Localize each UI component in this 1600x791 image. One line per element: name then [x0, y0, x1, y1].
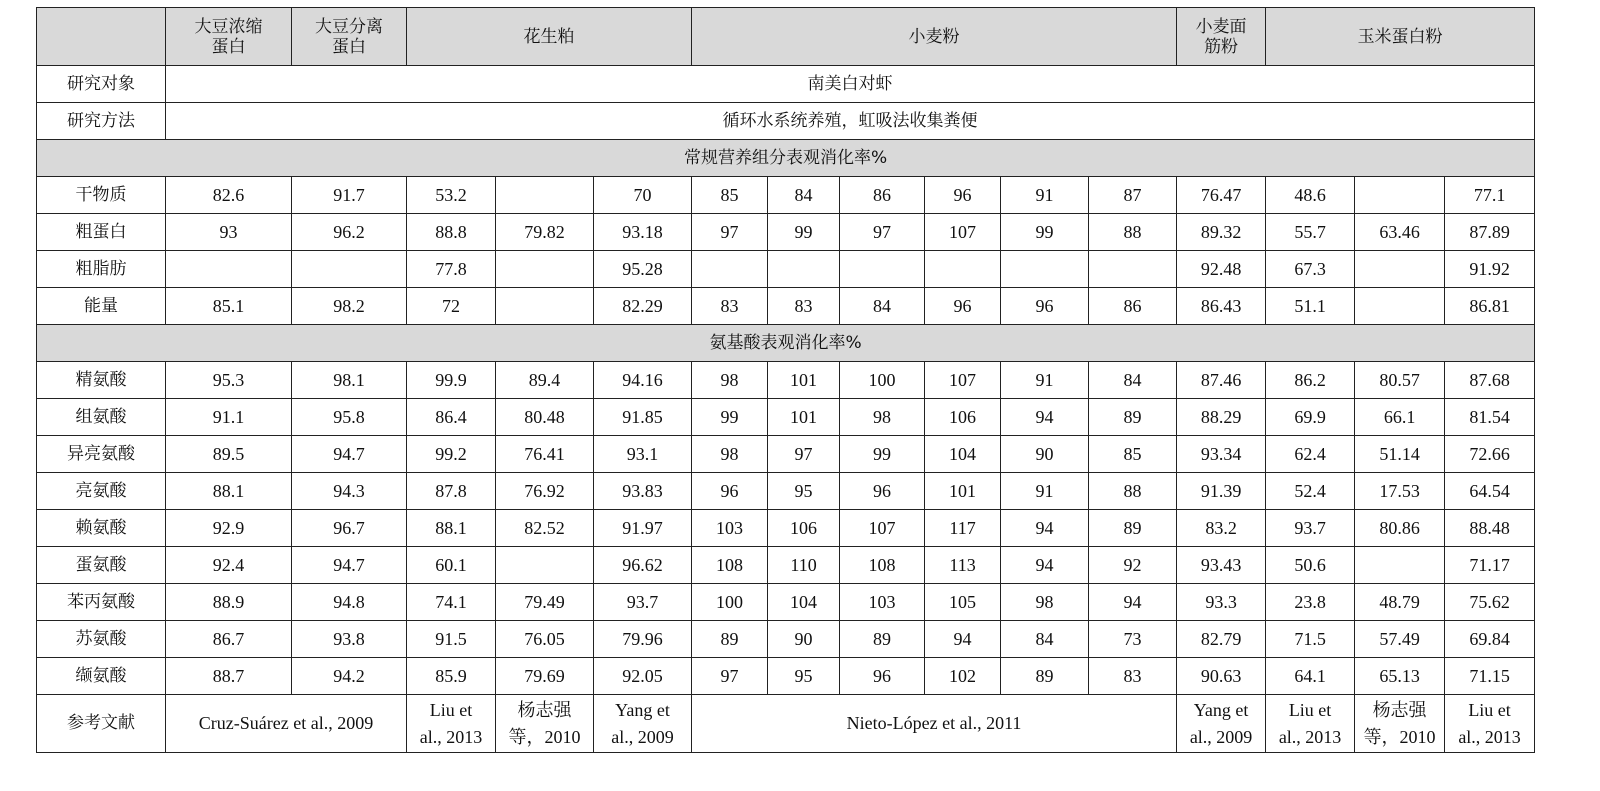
value-cell: 94 [925, 621, 1001, 658]
row-label: 研究方法 [37, 103, 166, 140]
value-cell [840, 251, 925, 288]
reference-line: 杨志强 [517, 699, 572, 720]
value-cell [768, 251, 840, 288]
value-cell: 93.34 [1177, 436, 1266, 473]
references-row [37, 695, 1535, 753]
value-cell: 101 [768, 362, 840, 399]
value-cell: 107 [925, 214, 1001, 251]
value-cell: 98.1 [292, 362, 407, 399]
value-cell: 88.9 [166, 584, 292, 621]
header-soy-protein-isolate [292, 8, 407, 66]
value-cell: 99.2 [407, 436, 496, 473]
value-cell: 92 [1089, 547, 1177, 584]
value-cell: 97 [840, 214, 925, 251]
value-cell [292, 251, 407, 288]
value-cell: 99 [768, 214, 840, 251]
value-cell: 71.5 [1266, 621, 1355, 658]
value-cell: 93.7 [1266, 510, 1355, 547]
header-line: 小麦粉 [908, 26, 960, 47]
value-cell [1089, 251, 1177, 288]
value-cell: 64.54 [1445, 473, 1535, 510]
reference-cell [594, 695, 692, 753]
row-label: 亮氨酸 [37, 473, 166, 510]
value-cell: 93.7 [594, 584, 692, 621]
table-row [37, 510, 1535, 547]
value-cell: 98.2 [292, 288, 407, 325]
value-cell: 95.8 [292, 399, 407, 436]
value-cell: 95.28 [594, 251, 692, 288]
value-cell: 60.1 [407, 547, 496, 584]
value-cell: 62.4 [1266, 436, 1355, 473]
value-cell: 99.9 [407, 362, 496, 399]
value-cell: 77.1 [1445, 177, 1535, 214]
value-cell: 93.18 [594, 214, 692, 251]
value-cell: 92.4 [166, 547, 292, 584]
value-cell: 87.89 [1445, 214, 1535, 251]
row-label: 能量 [37, 288, 166, 325]
value-cell: 52.4 [1266, 473, 1355, 510]
value-cell [166, 251, 292, 288]
value-cell: 104 [925, 436, 1001, 473]
value-cell: 87.8 [407, 473, 496, 510]
value-cell: 91.85 [594, 399, 692, 436]
table-row [37, 288, 1535, 325]
value-cell: 89 [1089, 399, 1177, 436]
header-line: 筋粉 [1204, 36, 1239, 57]
reference-line: Nieto-López et al., 2011 [846, 713, 1022, 733]
value-cell: 87.46 [1177, 362, 1266, 399]
reference-cell [1177, 695, 1266, 753]
table-row [37, 177, 1535, 214]
header-line: 大豆浓缩 [194, 16, 263, 37]
table-row [37, 251, 1535, 288]
value-cell: 94 [1001, 547, 1089, 584]
value-cell: 70 [594, 177, 692, 214]
value-cell: 96.7 [292, 510, 407, 547]
value-cell: 72.66 [1445, 436, 1535, 473]
value-cell: 90 [768, 621, 840, 658]
value-cell: 100 [692, 584, 768, 621]
value-cell: 94.8 [292, 584, 407, 621]
value-cell: 95.3 [166, 362, 292, 399]
value-cell: 83 [768, 288, 840, 325]
value-cell: 117 [925, 510, 1001, 547]
reference-cell [1445, 695, 1535, 753]
reference-line: al., 2013 [1458, 726, 1521, 747]
value-cell: 86 [1089, 288, 1177, 325]
value-cell [496, 547, 594, 584]
reference-line: al., 2009 [611, 726, 674, 747]
value-cell: 93.83 [594, 473, 692, 510]
value-cell: 94 [1089, 584, 1177, 621]
value-cell: 94.7 [292, 547, 407, 584]
value-cell: 99 [840, 436, 925, 473]
value-cell: 79.82 [496, 214, 594, 251]
value-cell: 71.15 [1445, 658, 1535, 695]
value-cell: 48.6 [1266, 177, 1355, 214]
value-cell: 85 [692, 177, 768, 214]
value-cell: 88.1 [166, 473, 292, 510]
value-cell: 91 [1001, 362, 1089, 399]
value-cell: 80.86 [1355, 510, 1445, 547]
value-cell: 94.2 [292, 658, 407, 695]
subject-value: 南美白对虾 [166, 66, 1535, 103]
value-cell: 88 [1089, 473, 1177, 510]
value-cell: 80.57 [1355, 362, 1445, 399]
reference-cell [692, 695, 1177, 753]
value-cell [1355, 288, 1445, 325]
value-cell: 79.96 [594, 621, 692, 658]
value-cell: 91.92 [1445, 251, 1535, 288]
value-cell: 91.1 [166, 399, 292, 436]
row-label: 粗蛋白 [37, 214, 166, 251]
value-cell: 77.8 [407, 251, 496, 288]
value-cell: 86.7 [166, 621, 292, 658]
reference-cell [496, 695, 594, 753]
value-cell: 81.54 [1445, 399, 1535, 436]
value-cell: 79.49 [496, 584, 594, 621]
value-cell: 89.4 [496, 362, 594, 399]
reference-line: Liu et [1288, 699, 1332, 720]
value-cell: 88.1 [407, 510, 496, 547]
reference-cell [407, 695, 496, 753]
value-cell: 88.7 [166, 658, 292, 695]
value-cell: 101 [925, 473, 1001, 510]
value-cell: 69.9 [1266, 399, 1355, 436]
value-cell: 96.2 [292, 214, 407, 251]
header-wheat-flour [692, 8, 1177, 66]
value-cell: 84 [1001, 621, 1089, 658]
table-row [37, 547, 1535, 584]
value-cell: 88.29 [1177, 399, 1266, 436]
value-cell [496, 251, 594, 288]
section-row-amino-acids [37, 325, 1535, 362]
value-cell: 94.3 [292, 473, 407, 510]
value-cell: 84 [840, 288, 925, 325]
value-cell: 94.7 [292, 436, 407, 473]
value-cell: 96 [840, 473, 925, 510]
value-cell: 106 [925, 399, 1001, 436]
nutrient-rows [37, 177, 1535, 325]
value-cell: 55.7 [1266, 214, 1355, 251]
value-cell: 89.32 [1177, 214, 1266, 251]
value-cell: 96 [840, 658, 925, 695]
value-cell: 88.8 [407, 214, 496, 251]
value-cell: 82.79 [1177, 621, 1266, 658]
value-cell: 76.41 [496, 436, 594, 473]
row-label: 缬氨酸 [37, 658, 166, 695]
value-cell: 53.2 [407, 177, 496, 214]
row-label: 组氨酸 [37, 399, 166, 436]
reference-line: Yang et [615, 699, 670, 720]
value-cell: 89 [1001, 658, 1089, 695]
digestibility-table [36, 7, 1535, 753]
value-cell: 98 [692, 362, 768, 399]
subject-row [37, 66, 1535, 103]
value-cell: 84 [1089, 362, 1177, 399]
value-cell: 72 [407, 288, 496, 325]
value-cell: 51.14 [1355, 436, 1445, 473]
value-cell: 88.48 [1445, 510, 1535, 547]
value-cell: 97 [768, 436, 840, 473]
value-cell: 90.63 [1177, 658, 1266, 695]
value-cell: 91.97 [594, 510, 692, 547]
value-cell: 95 [768, 658, 840, 695]
value-cell: 89 [1089, 510, 1177, 547]
value-cell: 89.5 [166, 436, 292, 473]
value-cell: 99 [692, 399, 768, 436]
value-cell: 86.2 [1266, 362, 1355, 399]
section-title: 氨基酸表观消化率% [37, 325, 1535, 362]
value-cell [925, 251, 1001, 288]
value-cell: 63.46 [1355, 214, 1445, 251]
value-cell: 103 [692, 510, 768, 547]
value-cell: 93.1 [594, 436, 692, 473]
value-cell: 94 [1001, 510, 1089, 547]
value-cell: 86.43 [1177, 288, 1266, 325]
value-cell: 82.29 [594, 288, 692, 325]
value-cell: 86.4 [407, 399, 496, 436]
reference-cell [166, 695, 407, 753]
value-cell: 82.6 [166, 177, 292, 214]
value-cell: 71.17 [1445, 547, 1535, 584]
value-cell: 92.9 [166, 510, 292, 547]
amino-acid-rows [37, 362, 1535, 695]
value-cell: 96 [925, 288, 1001, 325]
value-cell: 113 [925, 547, 1001, 584]
row-label: 异亮氨酸 [37, 436, 166, 473]
value-cell: 105 [925, 584, 1001, 621]
header-corn-gluten-meal [1266, 8, 1535, 66]
value-cell: 64.1 [1266, 658, 1355, 695]
value-cell: 67.3 [1266, 251, 1355, 288]
reference-line: 等，2010 [508, 726, 581, 747]
value-cell: 96 [692, 473, 768, 510]
value-cell: 89 [692, 621, 768, 658]
value-cell [1355, 251, 1445, 288]
reference-cell [1355, 695, 1445, 753]
value-cell: 93.3 [1177, 584, 1266, 621]
value-cell: 97 [692, 658, 768, 695]
value-cell [496, 288, 594, 325]
value-cell: 96 [1001, 288, 1089, 325]
value-cell: 93.8 [292, 621, 407, 658]
value-cell [496, 177, 594, 214]
value-cell: 50.6 [1266, 547, 1355, 584]
value-cell: 107 [925, 362, 1001, 399]
value-cell: 96.62 [594, 547, 692, 584]
value-cell: 83 [1089, 658, 1177, 695]
value-cell: 98 [692, 436, 768, 473]
header-line: 花生粕 [523, 26, 575, 47]
row-label: 干物质 [37, 177, 166, 214]
header-line: 蛋白 [211, 36, 246, 57]
value-cell: 93 [166, 214, 292, 251]
value-cell: 86 [840, 177, 925, 214]
reference-line: al., 2013 [1278, 726, 1342, 747]
value-cell: 94.16 [594, 362, 692, 399]
value-cell: 108 [692, 547, 768, 584]
value-cell: 94 [1001, 399, 1089, 436]
value-cell: 106 [768, 510, 840, 547]
value-cell: 87 [1089, 177, 1177, 214]
header-line: 小麦面 [1195, 16, 1247, 37]
row-label: 粗脂肪 [37, 251, 166, 288]
table-row [37, 399, 1535, 436]
header-line: 玉米蛋白粉 [1357, 26, 1443, 47]
value-cell: 100 [840, 362, 925, 399]
value-cell: 107 [840, 510, 925, 547]
value-cell: 91.7 [292, 177, 407, 214]
value-cell: 93.43 [1177, 547, 1266, 584]
header-row [37, 8, 1535, 66]
value-cell: 90 [1001, 436, 1089, 473]
value-cell [1355, 547, 1445, 584]
method-value: 循环水系统养殖，虹吸法收集粪便 [166, 103, 1535, 140]
value-cell: 104 [768, 584, 840, 621]
value-cell: 74.1 [407, 584, 496, 621]
reference-cell [1266, 695, 1355, 753]
table-row [37, 473, 1535, 510]
value-cell: 75.62 [1445, 584, 1535, 621]
table-row [37, 362, 1535, 399]
value-cell: 89 [840, 621, 925, 658]
row-label: 蛋氨酸 [37, 547, 166, 584]
row-label: 研究对象 [37, 66, 166, 103]
value-cell: 76.92 [496, 473, 594, 510]
value-cell: 79.69 [496, 658, 594, 695]
value-cell: 84 [768, 177, 840, 214]
row-label: 参考文献 [37, 695, 166, 753]
reference-line: Liu et [1468, 699, 1511, 720]
section-title: 常规营养组分表观消化率% [37, 140, 1535, 177]
row-label: 苯丙氨酸 [37, 584, 166, 621]
value-cell: 23.8 [1266, 584, 1355, 621]
reference-line: al., 2009 [1189, 726, 1253, 747]
value-cell: 103 [840, 584, 925, 621]
reference-line: 等，2010 [1363, 726, 1436, 747]
value-cell [692, 251, 768, 288]
value-cell [1001, 251, 1089, 288]
value-cell: 92.05 [594, 658, 692, 695]
value-cell: 92.48 [1177, 251, 1266, 288]
header-soy-protein-concentrate [166, 8, 292, 66]
table-row [37, 584, 1535, 621]
table-row [37, 214, 1535, 251]
value-cell: 86.81 [1445, 288, 1535, 325]
value-cell [1355, 177, 1445, 214]
value-cell: 91.5 [407, 621, 496, 658]
row-label: 赖氨酸 [37, 510, 166, 547]
value-cell: 85.9 [407, 658, 496, 695]
header-line: 蛋白 [332, 36, 366, 57]
value-cell: 96 [925, 177, 1001, 214]
reference-line: al., 2013 [419, 726, 483, 747]
value-cell: 80.48 [496, 399, 594, 436]
section-row-nutrients [37, 140, 1535, 177]
value-cell: 76.05 [496, 621, 594, 658]
header-line: 大豆分离 [315, 16, 383, 37]
value-cell: 91 [1001, 177, 1089, 214]
row-label: 苏氨酸 [37, 621, 166, 658]
header-wheat-gluten [1177, 8, 1266, 66]
value-cell: 97 [692, 214, 768, 251]
value-cell: 95 [768, 473, 840, 510]
reference-line: 杨志强 [1372, 699, 1427, 720]
value-cell: 69.84 [1445, 621, 1535, 658]
value-cell: 91 [1001, 473, 1089, 510]
value-cell: 88 [1089, 214, 1177, 251]
value-cell: 87.68 [1445, 362, 1535, 399]
value-cell: 85.1 [166, 288, 292, 325]
value-cell: 82.52 [496, 510, 594, 547]
header-peanut-meal [407, 8, 692, 66]
row-label: 精氨酸 [37, 362, 166, 399]
value-cell: 85 [1089, 436, 1177, 473]
value-cell: 98 [840, 399, 925, 436]
method-row [37, 103, 1535, 140]
reference-line: Cruz-Suárez et al., 2009 [198, 713, 374, 733]
value-cell: 110 [768, 547, 840, 584]
table-row [37, 436, 1535, 473]
value-cell: 76.47 [1177, 177, 1266, 214]
value-cell: 48.79 [1355, 584, 1445, 621]
value-cell: 99 [1001, 214, 1089, 251]
value-cell: 57.49 [1355, 621, 1445, 658]
header-corner [37, 8, 166, 66]
digestibility-table-container [36, 7, 1535, 753]
reference-line: Yang et [1193, 699, 1249, 720]
value-cell: 65.13 [1355, 658, 1445, 695]
value-cell: 83.2 [1177, 510, 1266, 547]
value-cell: 17.53 [1355, 473, 1445, 510]
value-cell: 101 [768, 399, 840, 436]
value-cell: 102 [925, 658, 1001, 695]
value-cell: 83 [692, 288, 768, 325]
table-row [37, 621, 1535, 658]
value-cell: 98 [1001, 584, 1089, 621]
reference-line: Liu et [429, 699, 473, 720]
value-cell: 51.1 [1266, 288, 1355, 325]
value-cell: 108 [840, 547, 925, 584]
value-cell: 91.39 [1177, 473, 1266, 510]
table-row [37, 658, 1535, 695]
value-cell: 66.1 [1355, 399, 1445, 436]
value-cell: 73 [1089, 621, 1177, 658]
